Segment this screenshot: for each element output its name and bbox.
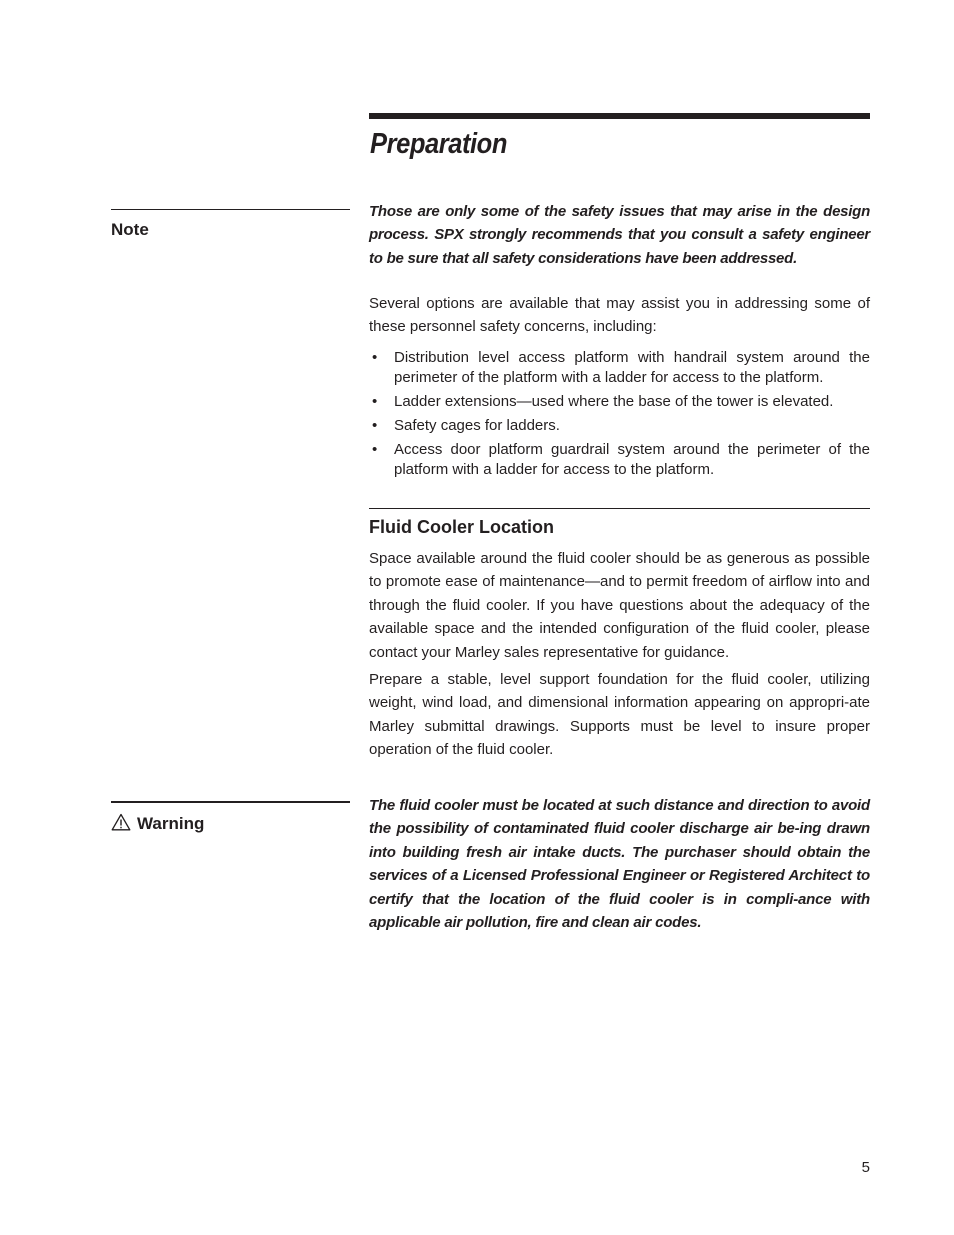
list-item — [369, 416, 870, 436]
list-item-text: Distribution level access platform with handrail system around the perimeter of the platform with a ladder for access to the platform. — [394, 349, 870, 386]
warning-text: The fluid cooler must be located at such distance and direction to avoid the possibility of contaminated fluid cooler discharge air be-ing drawn into building fresh air intake ducts. The purchaser should obtain the services of a Licensed Professional Engineer or Registered Architect to certify that the location of the fluid cooler is in compli-ance with applicable air pollution, fire and clean air codes. — [369, 797, 870, 932]
note-label: Note — [111, 220, 149, 239]
safety-intro: Several options are available that may assist you in addressing some of these personnel safety concerns, including: — [369, 295, 870, 336]
warning-label-block — [111, 813, 204, 834]
section-heading-fluid-cooler-location: Fluid Cooler Location — [369, 517, 554, 537]
bullet-icon: • — [372, 393, 378, 410]
warning-rule — [111, 801, 350, 803]
page-number: 5 — [861, 1159, 870, 1176]
fluid-cooler-paragraph-2: Prepare a stable, level support foundation for the fluid cooler, utilizing weight, wind load, and dimensional information appearing on appropri-ate Marley submittal drawings. Supports must be level to insure proper operation of the fluid cooler. — [369, 671, 870, 759]
page-title: Preparation — [370, 128, 507, 160]
warning-triangle-icon — [111, 813, 131, 831]
bullet-icon: • — [372, 441, 378, 458]
list-item — [369, 440, 870, 480]
bullet-icon: • — [372, 417, 378, 434]
safety-options-list — [369, 348, 870, 484]
list-item-text: Access door platform guardrail system around the perimeter of the platform with a ladder for access to the platform. — [394, 441, 870, 478]
list-item-text: Safety cages for ladders. — [394, 417, 560, 434]
note-rule — [111, 209, 350, 210]
title-rule — [369, 113, 870, 119]
list-item — [369, 348, 870, 388]
list-item-text: Ladder extensions—used where the base of the tower is elevated. — [394, 393, 834, 410]
note-text: Those are only some of the safety issues that may arise in the design process. SPX strongly recommends that you consult a safety engineer to be sure that all safety considerations have been addressed. — [369, 203, 870, 267]
list-item — [369, 392, 870, 412]
section-rule — [369, 508, 870, 509]
bullet-icon: • — [372, 349, 378, 366]
fluid-cooler-paragraph-1: Space available around the fluid cooler should be as generous as possible to promote ease of maintenance—and to permit freedom of airflow into and through the fluid cooler. If you have questions about the adequacy of the available space and the intended configuration of the fluid cooler, please contact your Marley sales representative for guidance. — [369, 550, 870, 661]
warning-label: Warning — [137, 814, 205, 833]
